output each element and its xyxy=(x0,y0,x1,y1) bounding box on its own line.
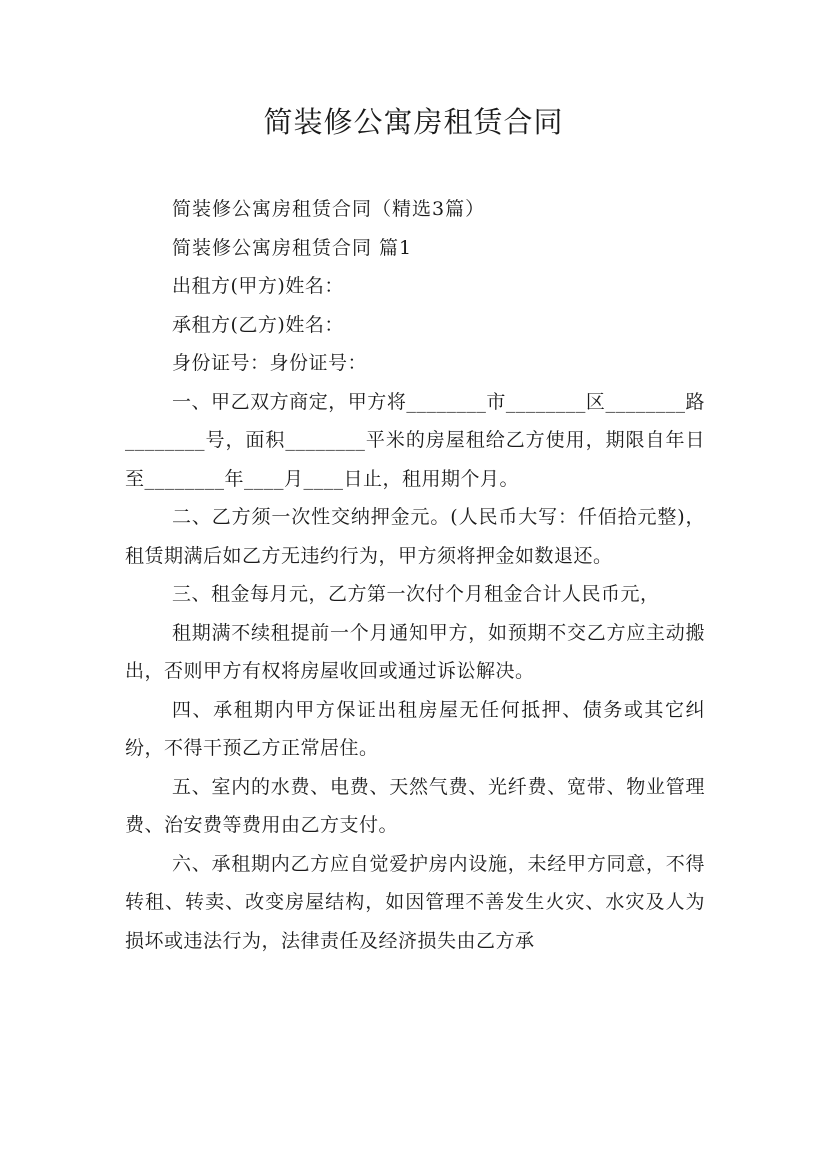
paragraph-clause-6: 六、承租期内乙方应自觉爱护房内设施，未经甲方同意，不得转租、转卖、改变房屋结构，如因管理不善发生火灾、水灾及人为损坏或违法行为，法律责任及经济损失由乙方承 xyxy=(125,852,705,952)
document-title: 简装修公寓房租赁合同 xyxy=(263,105,564,139)
paragraph-section-heading: 简装修公寓房租赁合同 篇1 xyxy=(172,236,413,259)
paragraph-id-numbers: 身份证号：身份证号： xyxy=(172,352,368,374)
paragraph-clause-3: 三、租金每月元，乙方第一次付个月租金合计人民币元， xyxy=(172,583,660,605)
paragraph-clause-2: 二、乙方须一次性交纳押金元。(人民币大写：仟佰拾元整)，租赁期满后如乙方无违约行为，甲方须将押金如数退还。 xyxy=(125,506,705,567)
paragraph-clause-3-continued: 租期满不续租提前一个月通知甲方，如预期不交乙方应主动搬出，否则甲方有权将房屋收回或通过诉讼解决。 xyxy=(125,621,705,682)
paragraph-lessee-name: 承租方(乙方)姓名： xyxy=(172,313,344,336)
document-body xyxy=(125,190,705,960)
paragraph-clause-4: 四、承租期内甲方保证出租房屋无任何抵押、债务或其它纠纷，不得干预乙方正常居住。 xyxy=(125,698,705,759)
paragraph-subtitle: 简装修公寓房租赁合同（精选3篇） xyxy=(172,198,486,220)
paragraph-clause-1: 一、甲乙双方商定，甲方将________市________区________路________号，面积________平米的房屋租给乙方使用，期限自年日至________年____月____日止，租用期个月。 xyxy=(125,390,705,490)
paragraph-lessor-name: 出租方(甲方)姓名： xyxy=(172,275,344,297)
paragraph-clause-5: 五、室内的水费、电费、天然气费、光纤费、宽带、物业管理费、治安费等费用由乙方支付。 xyxy=(125,775,705,836)
